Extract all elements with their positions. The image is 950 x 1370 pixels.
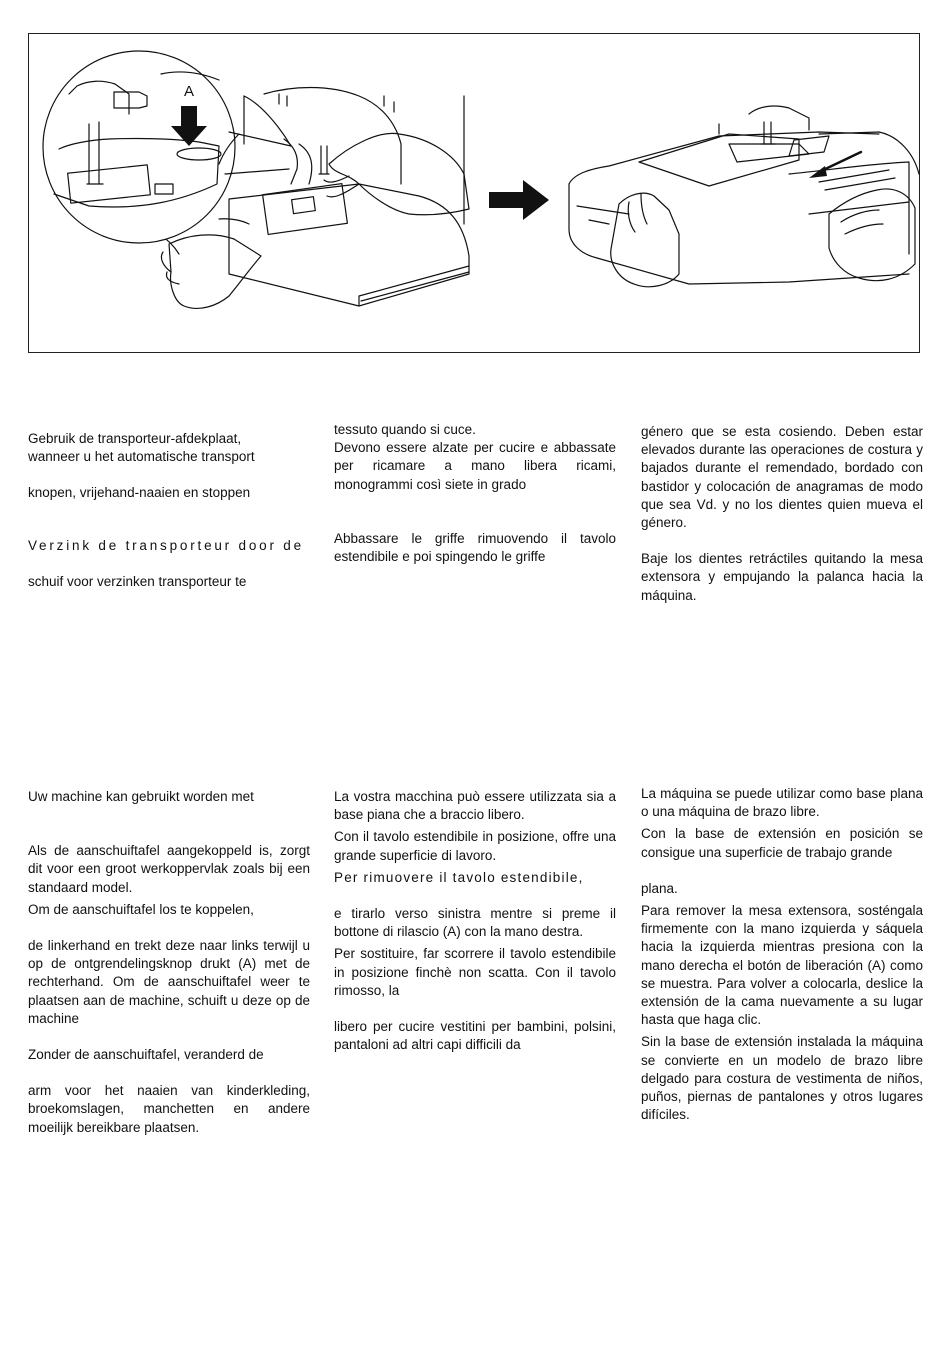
section2-it-p6: libero per cucire vestitini per bambini, polsini, pantaloni ad altri capi difficili da bbox=[334, 1019, 616, 1053]
transition-arrow-icon bbox=[489, 180, 549, 220]
section1-it-p1: tessuto quando si cuce. bbox=[334, 422, 476, 437]
section2-nl-p1: Uw machine kan gebruikt worden met bbox=[28, 789, 254, 804]
section1-spanish-column bbox=[641, 423, 923, 605]
section2-es-p2: Con la base de extensión en posición se consigue una superficie de trabajo grande bbox=[641, 826, 923, 860]
section2-it-p4: e tirarlo verso sinistra mentre si preme il bottone di rilascio (A) con la mano destra. bbox=[334, 906, 616, 940]
section2-it-p2: Con il tavolo estendibile in posizione, offre una grande superficie di lavoro. bbox=[334, 829, 616, 863]
section1-dutch-column bbox=[28, 430, 310, 591]
detail-magnifier-drawing bbox=[43, 51, 291, 243]
section2-es-p5: Sin la base de extensión instalada la máquina se convierte en un modelo de brazo libre delgado para costura de vestimenta de niños, puños, piernas de pantalones y otros lugares difíciles. bbox=[641, 1034, 923, 1123]
section2-italian-column bbox=[334, 788, 616, 1054]
section2-es-p1: La máquina se puede utilizar como base plana o una máquina de brazo libre. bbox=[641, 786, 923, 820]
machine-right-drawing bbox=[569, 106, 919, 287]
section1-es-p1: género que se esta cosiendo. Deben estar elevados durante las operaciones de costura y bajados durante el remendado, bordado con bastidor y colocación de anagramas de modo que sea Vd. y no los dientes quien mueva el género. bbox=[641, 424, 923, 531]
section2-it-p3: Per rimuovere il tavolo estendibile, bbox=[334, 869, 584, 885]
section2-es-p4: Para remover la mesa extensora, sosténgala firmemente con la mano izquierda y sáquela hacia la izquierda mientras presiona con la mano derecha el botón de liberación (A) como se muestra. Para volver a colocarla, deslice la extensión de la cama nuevamente a su lugar hasta que haga clic. bbox=[641, 903, 923, 1028]
section2-dutch-column bbox=[28, 788, 310, 1137]
section1-nl-p1: Gebruik de transporteur-afdekplaat, bbox=[28, 431, 242, 446]
label-a: A bbox=[184, 83, 195, 100]
section1-nl-p2: wanneer u het automatische transport bbox=[28, 449, 255, 465]
section1-nl-p3: knopen, vrijehand-naaien en stoppen bbox=[28, 485, 251, 501]
removal-illustration bbox=[29, 34, 921, 354]
section2-it-p5: Per sostituire, far scorrere il tavolo estendibile in posizione finchè non scatta. Con il tavolo rimosso, la bbox=[334, 946, 616, 998]
section2-nl-p5: Zonder de aanschuiftafel, veranderd de bbox=[28, 1047, 264, 1063]
section2-nl-p2: Als de aanschuiftafel aangekoppeld is, zorgt dit voor een groot werkoppervlak zoals bij een standaard model. bbox=[28, 843, 310, 895]
section2-nl-p4: de linkerhand en trekt deze naar links terwijl u op de ontgrendelingsknop drukt (A) met de rechterhand. Om de aanschuiftafel weer te plaatsen aan de machine, schuift u deze op de machine bbox=[28, 938, 310, 1026]
section2-it-p1: La vostra macchina può essere utilizzata sia a base piana che a braccio libero. bbox=[334, 789, 616, 823]
section1-it-p2: Devono essere alzate per cucire e abbassate per ricamare a mano libera ricami, monogrammi così siete in grado bbox=[334, 440, 616, 492]
section2-es-p3: plana. bbox=[641, 880, 678, 896]
section1-nl-p5: schuif voor verzinken transporteur te bbox=[28, 573, 247, 589]
section1-italian-column bbox=[334, 421, 616, 566]
section1-es-p2: Baje los dientes retráctiles quitando la mesa extensora y empujando la palanca hacia la máquina. bbox=[641, 551, 923, 603]
section2-nl-p3: Om de aanschuiftafel los te koppelen, bbox=[28, 901, 254, 917]
section1-nl-p4: Verzink de transporteur door de bbox=[28, 537, 304, 553]
section1-it-p3: Abbassare le griffe rimuovendo il tavolo estendibile e poi spingendo le griffe bbox=[334, 530, 616, 565]
section2-spanish-column bbox=[641, 785, 923, 1124]
section2-nl-p6: arm voor het naaien van kinderkleding, broekomslagen, manchetten en andere moeilijk bereikbare plaatsen. bbox=[28, 1083, 310, 1135]
illustration-box bbox=[28, 33, 920, 353]
